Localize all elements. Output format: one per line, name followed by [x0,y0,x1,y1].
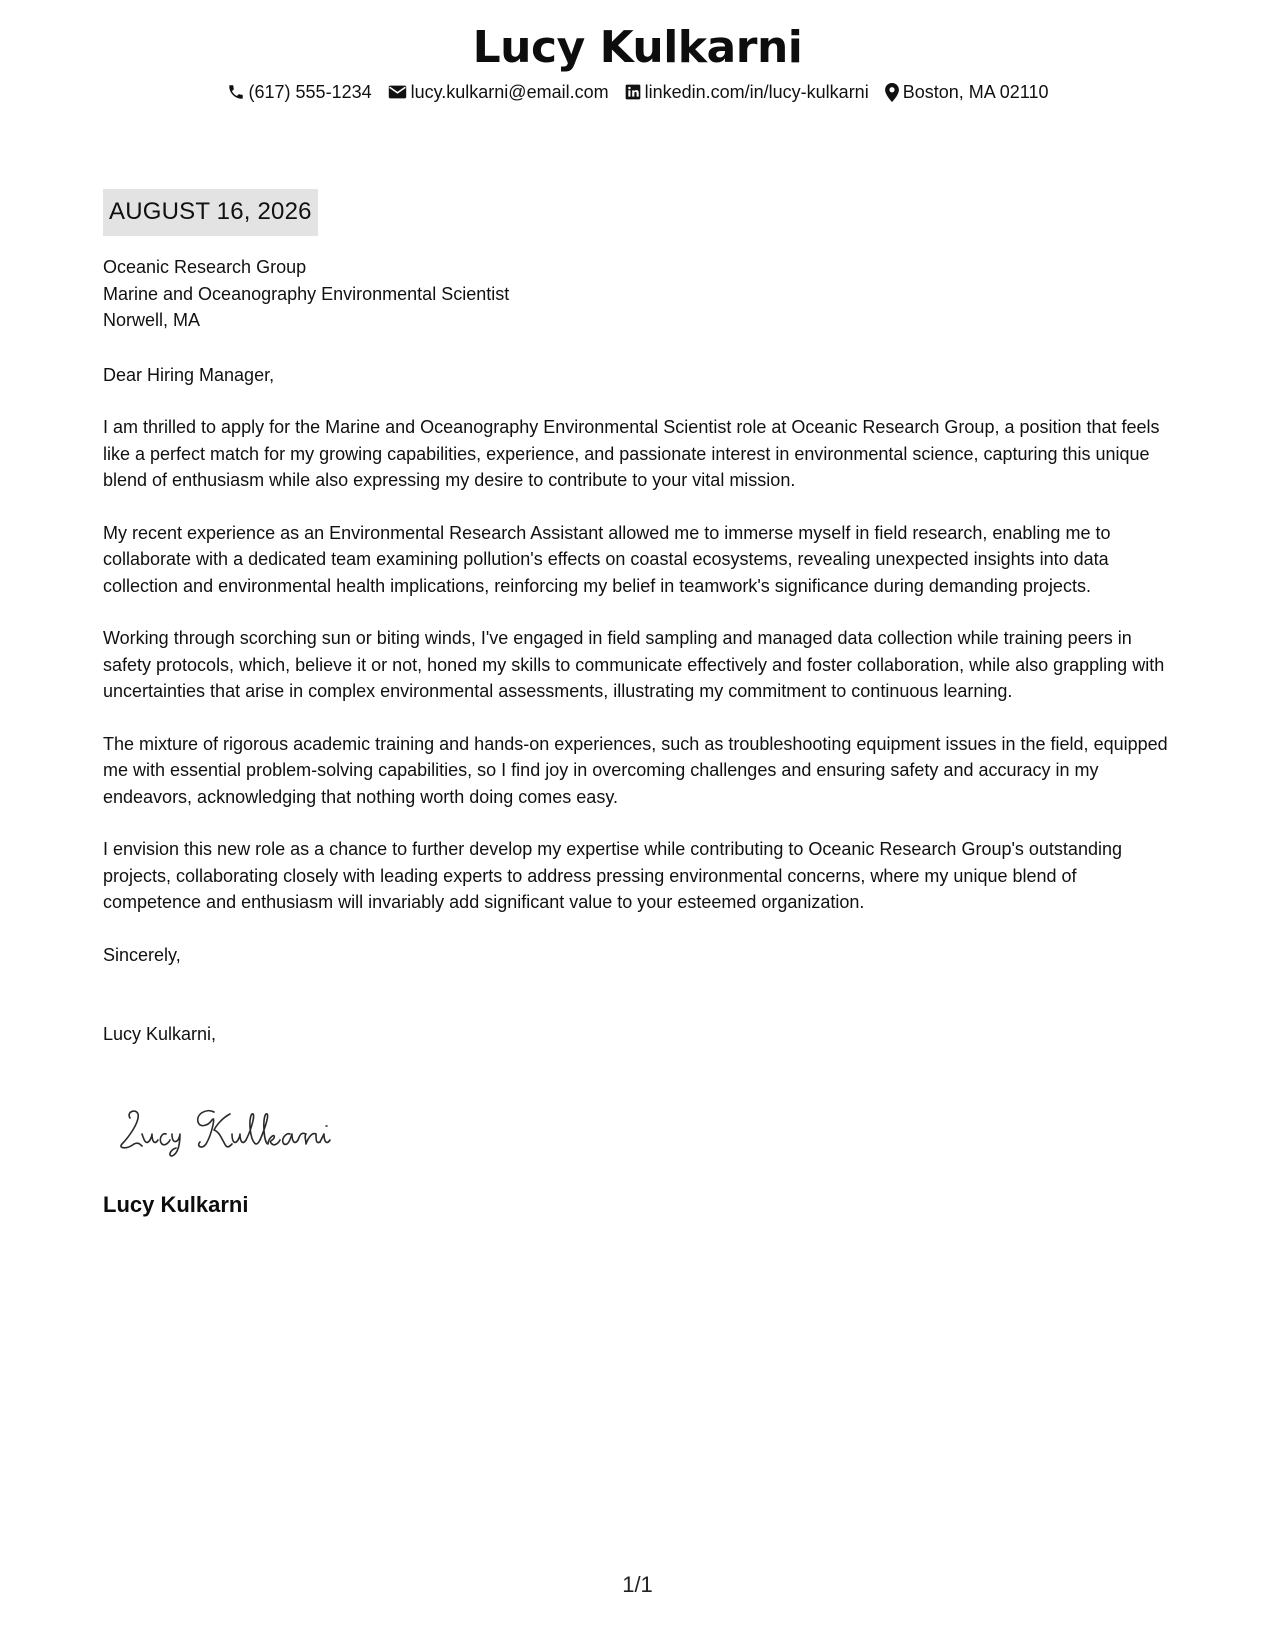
sender-name: Lucy Kulkarni, [103,1024,217,1044]
letter-date: AUGUST 16, 2026 [103,189,318,236]
salutation: Dear Hiring Manager, [103,364,275,385]
contact-phone [227,79,372,105]
body-paragraph: The mixture of rigorous academic training and hands-on experiences, such as troubleshooting equipment issues in the field, equipped me with essential problem-solving capabilities, so I find joy in overcoming challenges and ensuring safety and accuracy in my endeavors, acknowledging that nothing worth doing comes easy. [103,733,1168,807]
recipient-company: Oceanic Research Group [103,257,307,277]
linkedin-icon [625,84,641,100]
recipient-location: Norwell, MA [103,310,201,330]
recipient-position: Marine and Oceanography Environmental Scientist [103,283,510,304]
map-pin-icon [885,83,899,102]
signature-name: Lucy Kulkarni [103,1192,249,1217]
phone-text: (617) 555-1234 [248,82,372,102]
contact-linkedin [625,79,869,105]
page-number: 1/1 [622,1572,653,1597]
email-text: lucy.kulkarni@email.com [410,82,609,102]
location-text: Boston, MA 02110 [902,82,1049,102]
body-paragraph: Working through scorching sun or biting winds, I've engaged in field sampling and managed data collection while training peers in safety protocols, which, believe it or not, honed my skills to communicate effectively and foster collaboration, while also grappling with uncertainties that arise in complex environmental assessments, illustrating my commitment to continuous learning. [103,628,1165,701]
body-paragraph: I am thrilled to apply for the Marine and Oceanography Environmental Scientist role at Oceanic Research Group, a position that feels like a perfect match for my growing capabilities, experience, and passionate interest in environmental science, capturing this unique blend of enthusiasm while also expressing my desire to contribute to your vital mission. [103,417,1160,490]
contact-email [388,79,609,105]
body-paragraph: I envision this new role as a chance to further develop my expertise while contributing to Oceanic Research Group's outstanding projects, collaborating closely with leading experts to address pressing environmental concerns, where my unique blend of competence and enthusiasm will invariably add significant value to your esteemed organization. [103,839,1122,912]
linkedin-text: linkedin.com/in/lucy-kulkarni [644,82,869,102]
body-paragraph: My recent experience as an Environmental Research Assistant allowed me to immerse myself in field research, enabling me to collaborate with a dedicated team examining pollution's effects on coastal ecosystems, revealing unexpected insights into data collection and environmental health implications, reinforcing my belief in teamwork's significance during demanding projects. [103,522,1111,596]
applicant-name-heading: Lucy Kulkarni [472,22,803,73]
letter-body [103,254,1173,1048]
handwritten-signature [116,1104,356,1160]
contact-location [885,79,1049,105]
envelope-icon [388,84,407,100]
closing: Sincerely, [103,944,181,965]
recipient-block [103,254,1173,334]
contact-bar [0,79,1275,105]
phone-icon [227,83,245,101]
